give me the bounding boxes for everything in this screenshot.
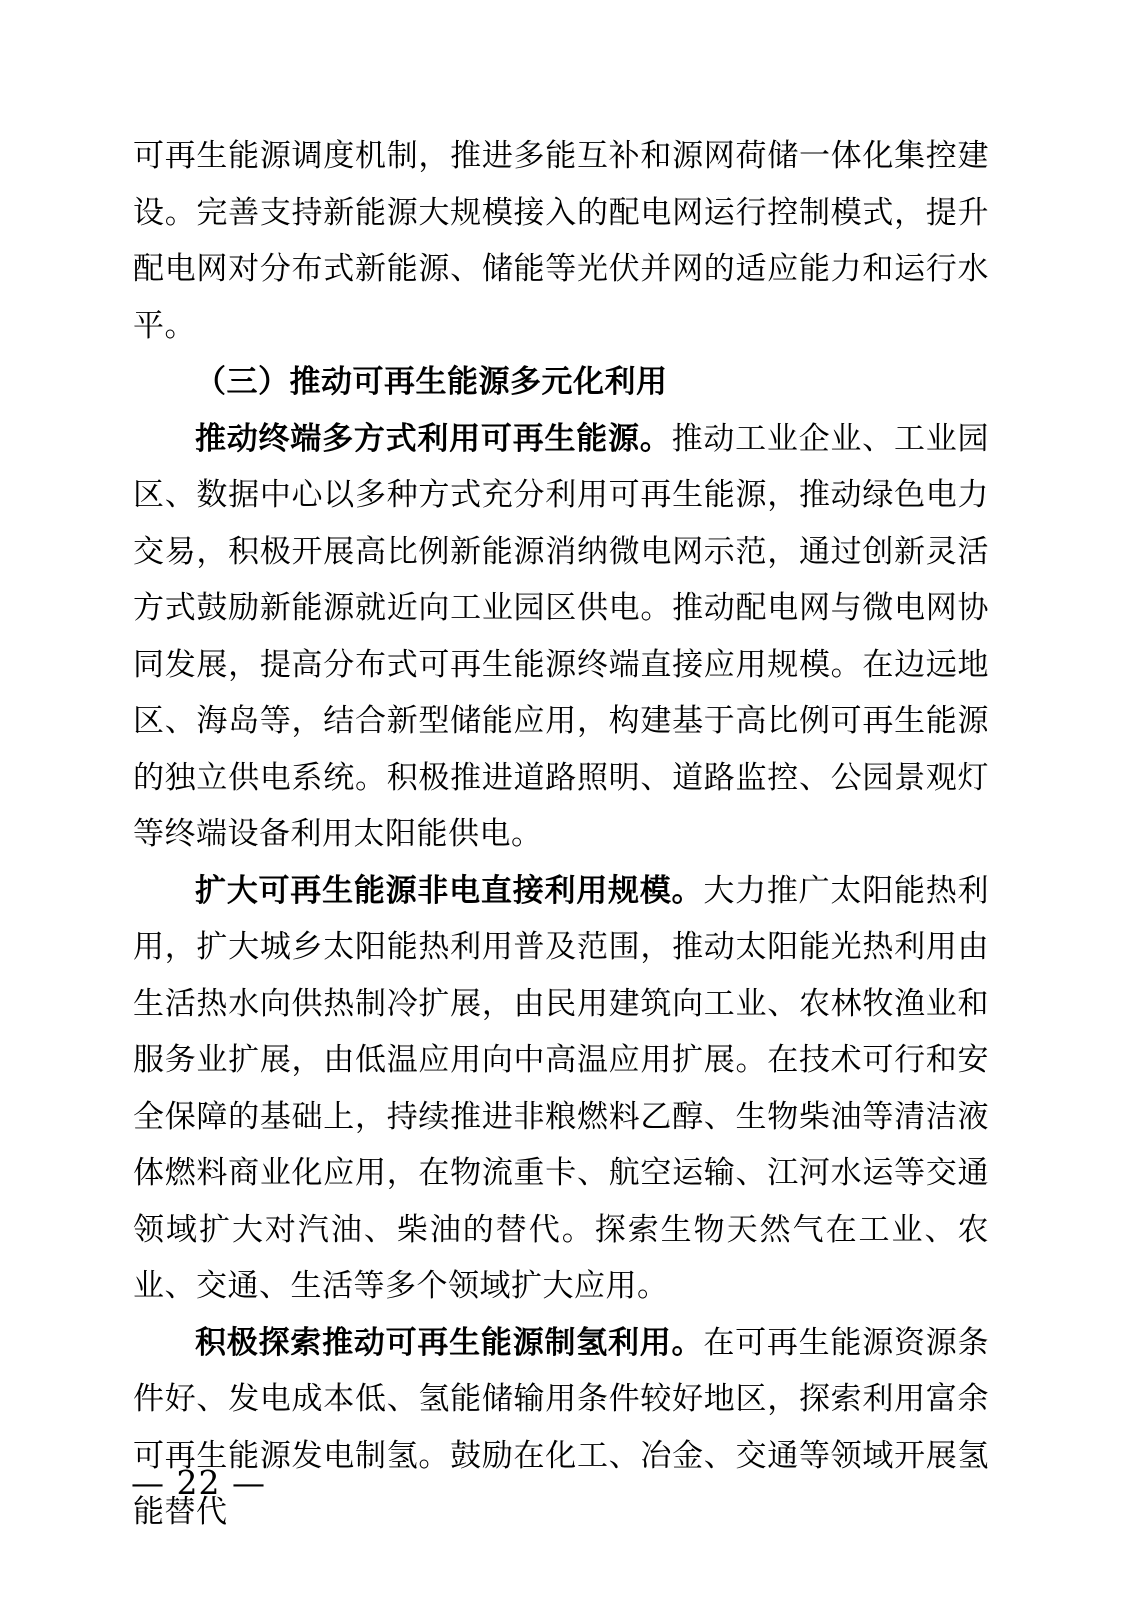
document-content xyxy=(133,128,989,1541)
paragraph xyxy=(133,863,989,1315)
paragraph-text: 大力推广太阳能热利用，扩大城乡太阳能热利用普及范围，推动太阳能光热利用由生活热水向供热制冷扩展，由民用建筑向工业、农林牧渔业和服务业扩展，由低温应用向中高温应用扩展。在技术可行和安全保障的基础上，持续推进非粮燃料乙醇、生物柴油等清洁液体燃料商业化应用，在物流重卡、航空运输、江河水运等交通领域扩大对汽油、柴油的替代。探索生物天然气在工业、农业、交通、生活等多个领域扩大应用。 xyxy=(133,872,990,1304)
paragraph-text: 可再生能源调度机制，推进多能互补和源网荷储一体化集控建设。完善支持新能源大规模接入的配电网运行控制模式，提升配电网对分布式新能源、储能等光伏并网的适应能力和运行水平。 xyxy=(133,138,989,344)
paragraph-bold-lead: 积极探索推动可再生能源制氢利用。 xyxy=(195,1324,704,1361)
paragraph-text: 推动工业企业、工业园区、数据中心以多种方式充分利用可再生能源，推动绿色电力交易，积极开展高比例新能源消纳微电网示范，通过创新灵活方式鼓励新能源就近向工业园区供电。推动配电网与微电网协同发展，提高分布式可再生能源终端直接应用规模。在边远地区、海岛等，结合新型储能应用，构建基于高比例可再生能源的独立供电系统。积极推进道路照明、道路监控、公园景观灯等终端设备利用太阳能供电。 xyxy=(133,420,989,852)
paragraph xyxy=(133,1315,989,1541)
page-number: — 22 — xyxy=(131,1463,266,1502)
paragraph-continuation xyxy=(133,128,989,354)
paragraph-text: 在可再生能源资源条件好、发电成本低、氢能储输用条件较好地区，探索利用富余可再生能源发电制氢。鼓励在化工、冶金、交通等领域开展氢能替代 xyxy=(133,1324,990,1530)
paragraph xyxy=(133,411,989,863)
section-heading-text: （三）推动可再生能源多元化利用 xyxy=(195,364,668,400)
section-heading xyxy=(133,354,989,411)
paragraph-bold-lead: 扩大可再生能源非电直接利用规模。 xyxy=(195,872,704,909)
paragraph-bold-lead: 推动终端多方式利用可再生能源。 xyxy=(195,420,672,457)
